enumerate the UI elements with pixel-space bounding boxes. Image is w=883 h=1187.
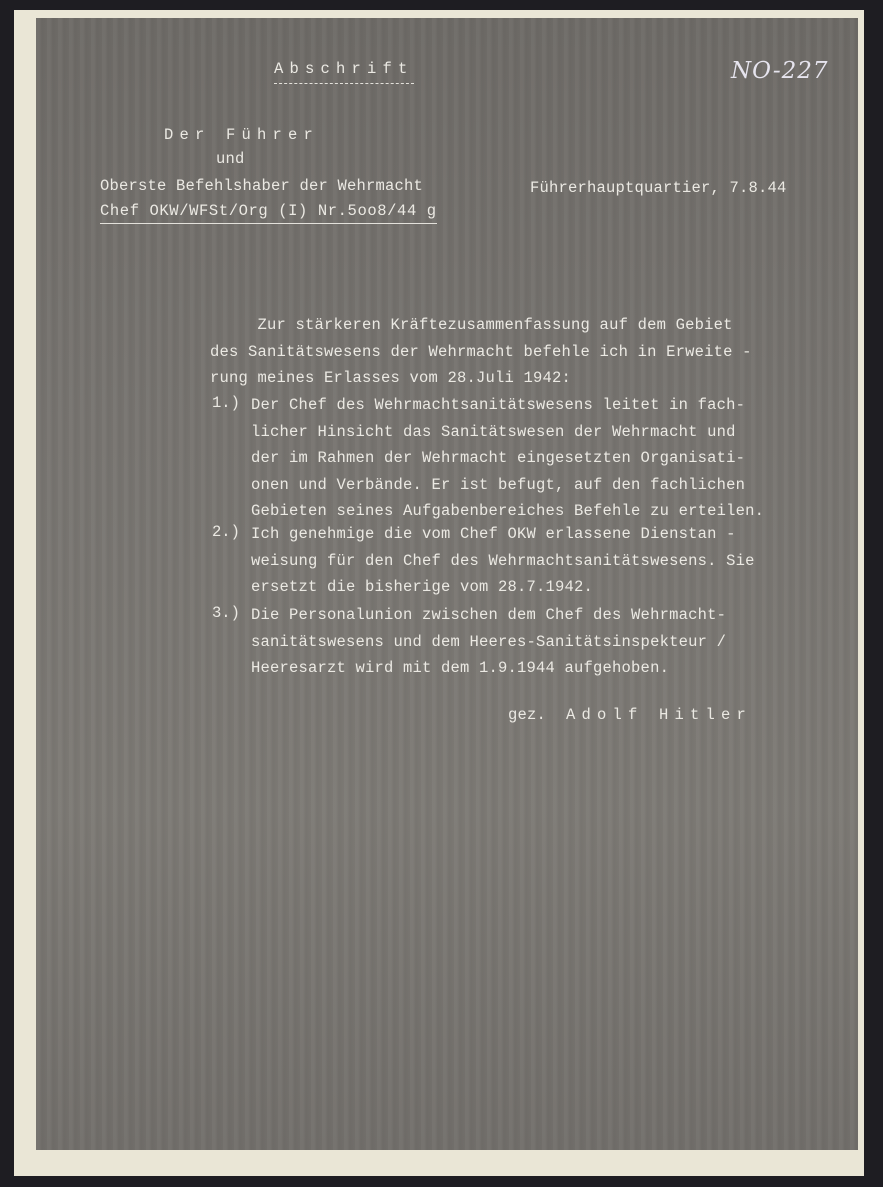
list-item-line: sanitätswesens und dem Heeres-Sanitätsinspekteur / (251, 632, 727, 651)
list-item-line: Heeresarzt wird mit dem 1.9.1944 aufgehoben. (251, 659, 670, 677)
list-item-line: Ich genehmige die vom Chef OKW erlassene Dienstan - (251, 525, 736, 543)
photostat-copy (36, 18, 858, 1150)
signature-prefix: gez. (508, 706, 547, 724)
sender-line-3: Oberste Befehlshaber der Wehrmacht (100, 177, 424, 195)
archive-stamp: NO-227 (731, 58, 829, 84)
list-item-number: 1.) (212, 394, 240, 412)
list-item-line: licher Hinsicht das Sanitätswesen der Wehrmacht und (251, 422, 736, 441)
list-item-line: Die Personalunion zwischen dem Chef des Wehrmacht- (251, 606, 727, 624)
sender-line-1: Der Führer (164, 126, 320, 144)
list-item-line: ersetzt die bisherige vom 28.7.1942. (251, 578, 594, 596)
list-item-line: Gebieten seines Aufgabenbereiches Befehle zu erteilen. (251, 502, 765, 520)
intro-line: rung meines Erlasses vom 28.Juli 1942: (210, 369, 572, 387)
intro-line: des Sanitätswesens der Wehrmacht befehle ich in Erweite - (210, 342, 752, 361)
intro-line: Zur stärkeren Kräftezusammenfassung auf dem Gebiet (210, 316, 733, 334)
list-item-line: Der Chef des Wehrmachtsanitätswesens leitet in fach- (251, 396, 746, 414)
sender-line-2: und (216, 150, 245, 168)
list-item-number: 3.) (212, 604, 240, 622)
list-item-number: 2.) (212, 523, 240, 541)
list-item-line: der im Rahmen der Wehrmacht eingesetzten Organisati- (251, 449, 746, 467)
list-item-line: weisung für den Chef des Wehrmachtsanitätswesens. Sie (251, 551, 755, 570)
list-item-line: onen und Verbände. Er ist befugt, auf den fachlichen (251, 475, 746, 494)
reference-number: Chef OKW/WFSt/Org (I) Nr.5oo8/44 g (100, 200, 437, 224)
document-heading: Abschrift (274, 58, 414, 84)
signature-name: Adolf Hitler (566, 706, 753, 724)
place-date: Führerhauptquartier, 7.8.44 (530, 179, 787, 197)
